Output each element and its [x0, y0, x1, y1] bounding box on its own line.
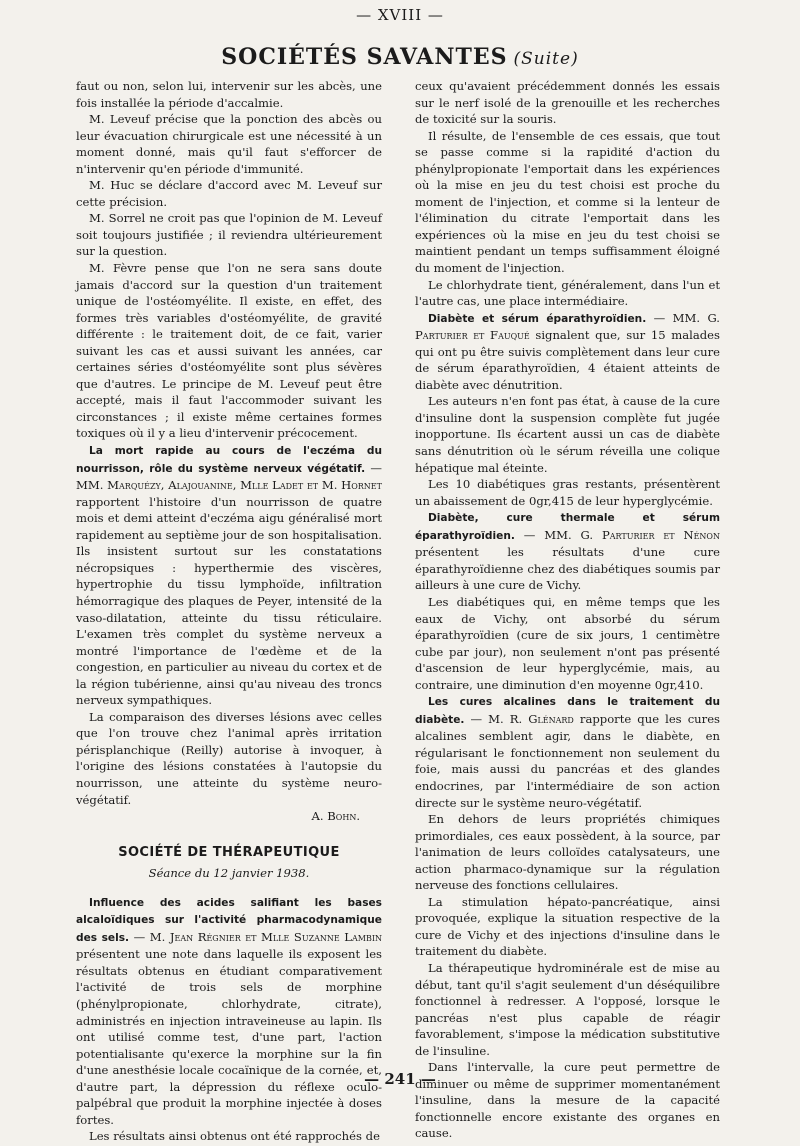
article-paragraph	[415, 310, 720, 394]
paragraph: Les auteurs n'en font pas état, à cause de la cure d'insuline dont la suspension complète fut jugée inopportune. Ils écartent aussi un cas de diabète sans dénutrition où le sérum réveilla une colique hépatique mal éteinte.	[415, 394, 720, 475]
article-body: signalent que, sur 15 malades qui ont pu être suivis complètement dans leur cure de sérum éparathyroïdien, 4 étaient atteints de diabète avec dénutrition.	[415, 328, 720, 392]
article-title: Diabète et sérum éparathyroïdien.	[428, 312, 647, 325]
article-title: Diabète, cure thermale et sérum éparathyroïdien.	[415, 512, 720, 542]
section-heading: SOCIÉTÉ DE THÉRAPEUTIQUE	[118, 844, 340, 860]
article-paragraph	[415, 509, 720, 594]
article-authors: — M. R. Glénard	[470, 711, 574, 726]
paragraph: La thérapeutique hydrominérale est de mise au début, tant qu'il s'agit seulement d'un déséquilibre fonctionnel à redresser. A l'opposé, lorsque le pancréas n'est plus capable de réagir favorablement, s'impose la médication substitutive de l'insuline.	[415, 960, 720, 1058]
article-title: Les cures alcalines dans le traitement du diabète.	[415, 696, 720, 726]
article-body: rapporte que les cures alcalines semblent agir, dans le diabète, en régularisant le fonctionnement non seulement du foie, mais aussi du pancréas et des glandes endocrines, par l'intermédiaire de son action directe sur le système neuro-végétatif.	[415, 711, 721, 810]
article-authors: — MM. G. Parturier et Nénon	[523, 527, 720, 542]
article-paragraph	[415, 693, 720, 811]
left-column	[76, 78, 382, 1145]
paragraph: M. Huc se déclare d'accord avec M. Leveuf sur cette précision.	[76, 178, 382, 209]
paragraph: ceux qu'avaient précédemment donnés les essais sur le nerf isolé de la grenouille et les recherches de toxicité sur la souris.	[415, 79, 720, 127]
article-body: présentent les résultats d'une cure éparathyroïdienne chez des diabétiques soumis par ailleurs à une cure de Vichy.	[415, 545, 720, 593]
running-title-suite: (Suite)	[513, 49, 579, 69]
paragraph: Il résulte, de l'ensemble de ces essais, que tout se passe comme si la rapidité d'action du phénylpropionate l'emportait dans les expériences où la mise en jeu du test choisi est proche du moment de l'injection, et comme si la lenteur de l'élimination du citrate l'emportait dans les expériences où la mise en jeu du test choisi se maintient pendant un temps suffisamment éloigné du moment de l'injection.	[415, 128, 720, 276]
article-authors: — MM. G. Parturier et Fauqué	[415, 310, 720, 343]
paragraph: M. Fèvre pense que l'on ne sera sans doute jamais d'accord sur la question d'un traitement unique de l'ostéomyélite. Il existe, en effet, des formes très variables d'ostéomyélite, de gravité différente : le traitement doit, de ce fait, varier suivant les cas et aussi suivant les années, car certaines séries d'ostéomyélite sont plus sévères que d'autres. Le principe de M. Leveuf peut être accepté, mais il faut l'accommoder suivant les circonstances ; il existe même certaines formes toxiques où il y a lieu d'intervenir précocement.	[76, 261, 382, 441]
running-title	[0, 44, 800, 70]
article-authors: — MM. Marquézy, Alajouanine, Mlle Ladet et M. Hornet	[76, 460, 383, 493]
article-title: La mort rapide au cours de l'eczéma du nourrisson, rôle du système nerveux végétatif.	[76, 445, 382, 475]
paragraph: Les diabétiques qui, en même temps que les eaux de Vichy, ont absorbé du sérum éparathyroïdien (cure de six jours, 1 centimètre cube par jour), non seulement n'ont pas présenté d'ascension de leur hyperglycémie, mais, au contraire, une diminution d'en moyenne 0gr,410.	[415, 594, 720, 692]
article-paragraph	[76, 442, 382, 709]
article-title: Influence des acides salifiant les bases alcaloïdiques sur l'activité pharmacodynamique des sels.	[76, 896, 382, 944]
page-number: — 241 —	[364, 1070, 436, 1088]
signature: A. Bohn.	[311, 809, 360, 824]
paragraph: La stimulation hépato-pancréatique, ainsi provoquée, explique la situation respective de la cure de Vichy et des injections d'insuline dans le traitement du diabète.	[415, 894, 720, 959]
right-column	[415, 78, 720, 1142]
paragraph: La comparaison des diverses lésions avec celles que l'on trouve chez l'animal après irritation périsplanchique (Reilly) autorise à invoquer, à l'origine des lésions constatées à l'autopsie du nourrisson, une atteinte du système neuro-végétatif.	[76, 709, 382, 807]
article-body: rapportent l'histoire d'un nourrisson de quatre mois et demi atteint d'eczéma aigu généralisé mort rapidement au septième jour de son hospitalisation. Ils insistent surtout sur les constatations nécropsiques : hyperthermie des viscères, hypertrophie du tissu lymphoïde, infiltration hémorragique des plaques de Peyer, intensité de la vaso-dilatation, atteinte du tissu réticulaire. L'examen très complet du système nerveux a montré l'importance de l'œdème et de la congestion, en particulier au niveau du cortex et de la région tubérienne, ainsi qu'au niveau des troncs nerveux sympathiques.	[76, 494, 382, 708]
paragraph: faut ou non, selon lui, intervenir sur les abcès, une fois installée la période d'accalmie.	[76, 79, 382, 110]
article-authors: — M. Jean Régnier et Mlle Suzanne Lambin	[133, 929, 383, 944]
paragraph: En dehors de leurs propriétés chimiques primordiales, ces eaux possèdent, à la source, par l'animation de leurs colloïdes catalysateurs, une action pharmaco-dynamique sur la régulation nerveuse des fonctions cellulaires.	[415, 812, 720, 893]
paragraph: M. Leveuf précise que la ponction des abcès ou leur évacuation chirurgicale est une nécessité à un moment donné, mais qu'il faut s'efforcer de n'intervenir qu'en période d'immunité.	[76, 112, 382, 176]
article-paragraph	[76, 894, 382, 1129]
paragraph: M. Sorrel ne croit pas que l'opinion de M. Leveuf soit toujours justifiée ; il reviendra ultérieurement sur la question.	[76, 211, 382, 259]
paragraph: Les résultats ainsi obtenus ont été rapprochés de	[89, 1129, 380, 1144]
roman-page-number: — XVIII —	[356, 6, 444, 24]
paragraph: Dans l'intervalle, la cure peut permettre de diminuer ou même de supprimer momentanément l'insuline, dans la mesure de la capacité fonctionnelle encore existante des organes en cause.	[415, 1060, 720, 1141]
paragraph: Le chlorhydrate tient, généralement, dans l'un et l'autre cas, une place intermédiaire.	[415, 277, 720, 309]
session-date: Séance du 12 janvier 1938.	[148, 866, 310, 881]
paragraph: Les 10 diabétiques gras restants, présentèrent un abaissement de 0gr,415 de leur hyperglycémie.	[415, 477, 720, 508]
running-title-text: SOCIÉTÉS SAVANTES	[221, 44, 508, 70]
article-body: présentent une note dans laquelle ils exposent les résultats obtenus en étudiant comparativement l'activité de trois sels de morphine (phénylpropionate, chlorhydrate, citrate), administrés en injection intraveineuse au lapin. Ils ont utilisé comme test, d'une part, l'action potentialisante qu'exerce la morphine sur la fin d'une anesthésie locale cocaïnique de la cornée, et, d'autre part, la dépression du réflexe oculo-palpébral que produit la morphine injectée à doses fortes.	[76, 947, 382, 1127]
